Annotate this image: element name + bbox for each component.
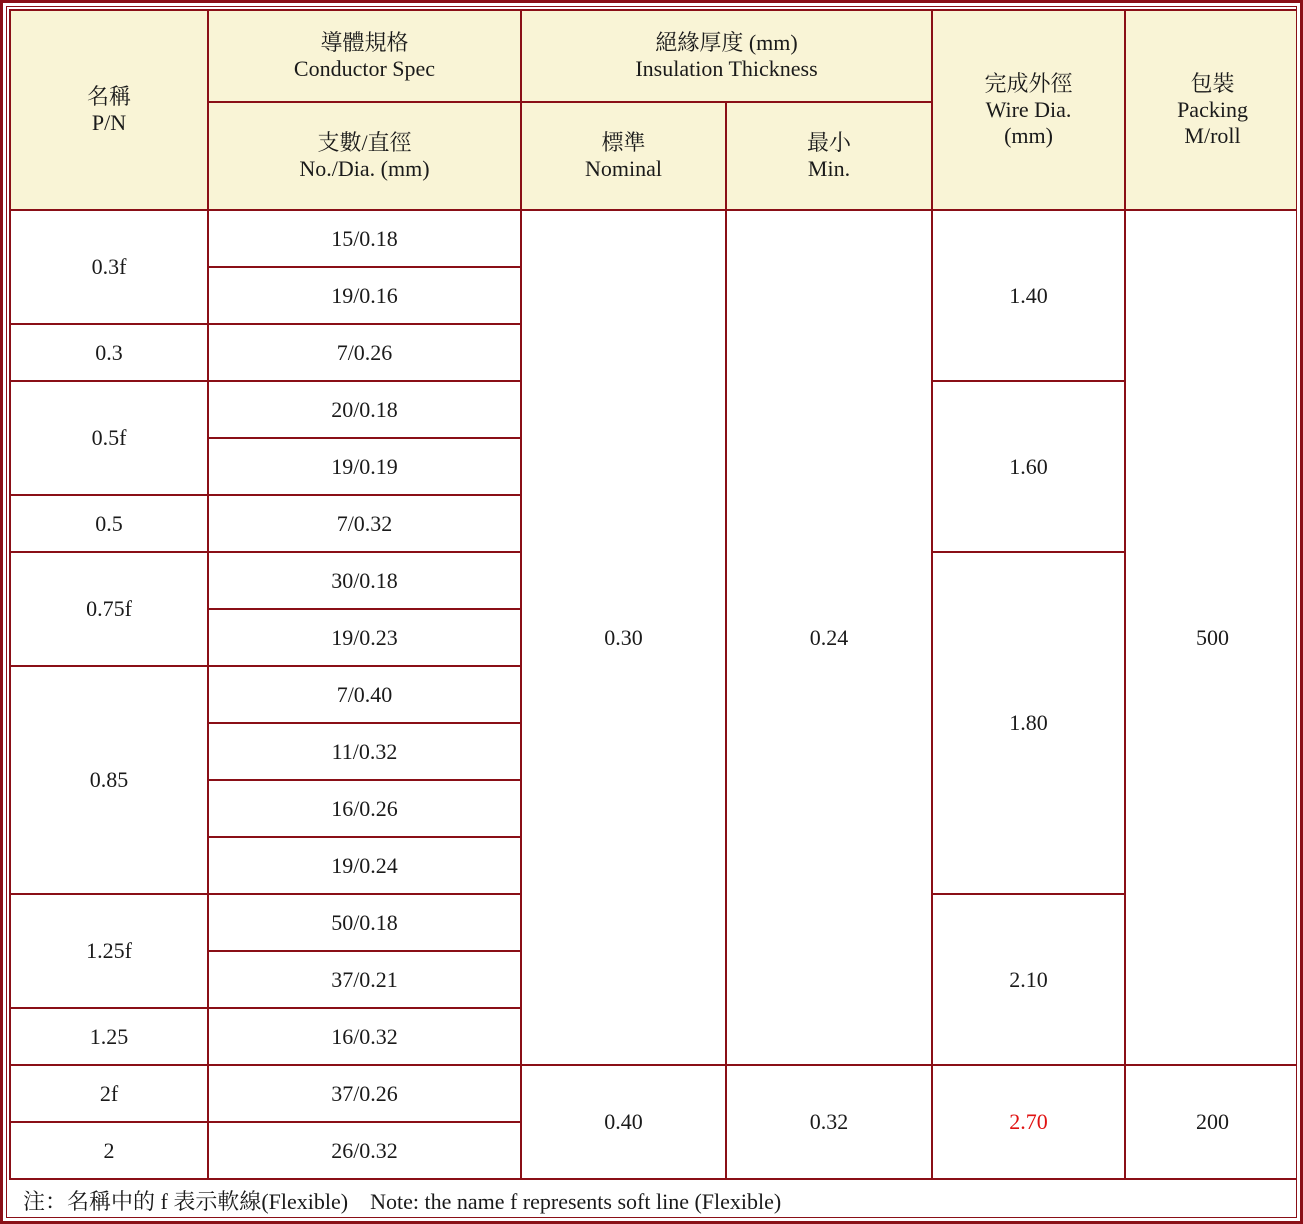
cell-spec: 26/0.32 [208,1122,521,1179]
cell-spec: 50/0.18 [208,894,521,951]
cell-pn: 0.5 [10,495,208,552]
cell-pn: 1.25 [10,1008,208,1065]
cell-spec: 19/0.24 [208,837,521,894]
cell-wire-dia: 1.40 [932,210,1125,381]
cell-pn: 0.3f [10,210,208,324]
cell-pn: 2f [10,1065,208,1122]
cell-wire-dia: 2.10 [932,894,1125,1065]
table-row [10,1065,1297,1122]
cell-spec: 11/0.32 [208,723,521,780]
cell-spec: 37/0.21 [208,951,521,1008]
wire-spec-table [9,9,1297,1180]
table-inner-border [6,6,1297,1218]
cell-spec: 19/0.16 [208,267,521,324]
cell-packing: 200 [1125,1065,1297,1179]
cell-spec: 19/0.19 [208,438,521,495]
cell-pn: 1.25f [10,894,208,1008]
header-pn: 名稱 P/N [10,10,208,210]
header-min: 最小 Min. [726,102,932,210]
cell-nominal: 0.30 [521,210,726,1065]
cell-pn: 0.5f [10,381,208,495]
cell-min: 0.32 [726,1065,932,1179]
table-row [10,210,1297,267]
cell-spec: 15/0.18 [208,210,521,267]
header-packing: 包裝 Packing M/roll [1125,10,1297,210]
header-insulation-thickness: 絕緣厚度 (mm) Insulation Thickness [521,10,932,102]
footnote: 注：名稱中的 f 表示軟線(Flexible) Note: the name f represents soft line (Flexible) [23,1189,782,1214]
cell-wire-dia-highlight: 2.70 [932,1065,1125,1179]
header-no-dia: 支數/直徑 No./Dia. (mm) [208,102,521,210]
cell-spec: 7/0.32 [208,495,521,552]
header-wire-dia: 完成外徑 Wire Dia. (mm) [932,10,1125,210]
cell-packing: 500 [1125,210,1297,1065]
cell-wire-dia: 1.80 [932,552,1125,894]
cell-wire-dia: 1.60 [932,381,1125,552]
cell-spec: 20/0.18 [208,381,521,438]
cell-pn: 0.3 [10,324,208,381]
header-nominal: 標準 Nominal [521,102,726,210]
cell-spec: 7/0.40 [208,666,521,723]
cell-pn: 0.75f [10,552,208,666]
header-conductor-spec: 導體規格 Conductor Spec [208,10,521,102]
cell-pn: 0.85 [10,666,208,894]
cell-spec: 37/0.26 [208,1065,521,1122]
cell-spec: 16/0.26 [208,780,521,837]
cell-min: 0.24 [726,210,932,1065]
cell-pn: 2 [10,1122,208,1179]
cell-spec: 19/0.23 [208,609,521,666]
cell-spec: 7/0.26 [208,324,521,381]
cell-spec: 30/0.18 [208,552,521,609]
cell-spec: 16/0.32 [208,1008,521,1065]
cell-nominal: 0.40 [521,1065,726,1179]
